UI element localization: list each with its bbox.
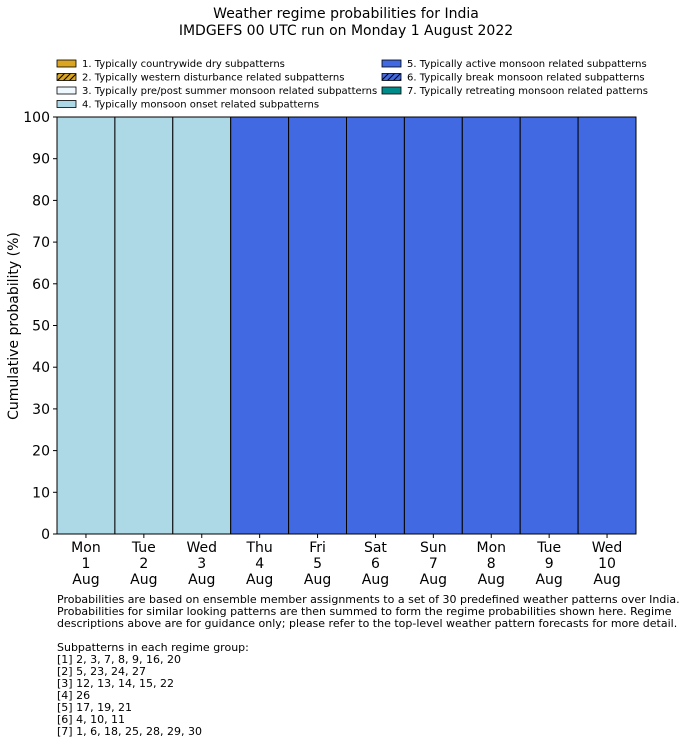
- x-tick-label-line: 9: [544, 556, 554, 572]
- x-tick-label-line: Aug: [130, 572, 158, 588]
- group-line: [3] 12, 13, 14, 15, 22: [57, 677, 175, 690]
- x-tick-label-line: 2: [139, 556, 149, 572]
- x-tick-label-line: Aug: [477, 572, 505, 588]
- x-tick-label: [476, 540, 506, 588]
- x-tick-label-line: 5: [313, 556, 323, 572]
- x-tick-label-line: Aug: [535, 572, 563, 588]
- x-tick-label-line: Sat: [363, 540, 387, 556]
- chart-title: Weather regime probabilities for India: [213, 6, 479, 22]
- legend: [57, 59, 648, 111]
- x-axis: [71, 534, 622, 588]
- x-tick-label: [245, 540, 273, 588]
- x-tick-label-line: Aug: [188, 572, 216, 588]
- x-tick-label: [592, 540, 623, 588]
- bar-segment: [462, 117, 520, 534]
- x-tick-label: [535, 540, 562, 588]
- legend-swatch-hatch: [57, 74, 76, 81]
- x-tick-label: [362, 540, 389, 588]
- y-tick-label: 10: [32, 485, 50, 502]
- legend-label: 4. Typically monsoon onset related subpatterns: [82, 99, 320, 111]
- legend-swatch: [57, 101, 76, 108]
- bar-segment: [404, 117, 462, 534]
- bars: [57, 117, 636, 534]
- y-tick-label: 50: [32, 318, 50, 335]
- group-line: [7] 1, 6, 18, 25, 28, 29, 30: [57, 725, 203, 738]
- footer-description-line: descriptions above are for guidance only; please refer to the top-level weather pattern forecasts for more detail.: [57, 617, 678, 630]
- y-tick-label: 40: [32, 360, 50, 377]
- legend-swatch: [57, 87, 76, 94]
- x-tick-label: [130, 540, 157, 588]
- y-tick-label: 70: [32, 235, 50, 252]
- x-tick-label-line: 8: [486, 556, 496, 572]
- x-tick-label-line: Fri: [309, 540, 326, 556]
- legend-label: 2. Typically western disturbance related subpatterns: [82, 72, 345, 84]
- x-tick-label-line: 4: [255, 556, 265, 572]
- legend-label: 6. Typically break monsoon related subpatterns: [407, 72, 645, 84]
- legend-swatch: [57, 60, 76, 67]
- x-tick-label-line: Thu: [246, 540, 273, 556]
- group-line: [6] 4, 10, 11: [57, 713, 126, 726]
- x-tick-label: [186, 540, 217, 588]
- x-tick-label-line: Sun: [420, 540, 447, 556]
- legend-swatch: [382, 60, 401, 67]
- bar-segment: [347, 117, 405, 534]
- x-tick-label: [304, 540, 331, 588]
- legend-label: 3. Typically pre/post summer monsoon related subpatterns: [82, 86, 378, 97]
- y-tick-label: 20: [32, 443, 50, 460]
- x-tick-label: [420, 540, 447, 588]
- group-line: [4] 26: [57, 689, 91, 702]
- y-axis-label: Cumulative probability (%): [6, 232, 22, 420]
- x-tick-label-line: Mon: [476, 540, 507, 556]
- group-line: [2] 5, 23, 24, 27: [57, 665, 147, 678]
- legend-label: 1. Typically countrywide dry subpatterns: [82, 59, 285, 70]
- footer-description-line: Probabilities are based on ensemble member assignments to a set of 30 predefined weather patterns over India.: [57, 593, 680, 606]
- y-tick-label: 90: [32, 151, 50, 168]
- bar-segment: [578, 117, 636, 534]
- x-tick-label-line: 3: [197, 556, 207, 572]
- x-tick-label-line: Wed: [591, 540, 623, 556]
- y-tick-label: 0: [41, 527, 50, 543]
- x-tick-label-line: Tue: [537, 540, 562, 556]
- x-tick-label-line: 10: [598, 556, 616, 572]
- y-tick-label: 100: [23, 110, 50, 126]
- bar-segment: [57, 117, 115, 534]
- bar-segment: [115, 117, 173, 534]
- y-tick-label: 80: [32, 193, 50, 210]
- legend-swatch: [382, 87, 401, 94]
- group-line: [5] 17, 19, 21: [57, 701, 133, 714]
- x-tick-label-line: Aug: [303, 572, 332, 588]
- bar-segment: [231, 117, 289, 534]
- x-tick-label-line: Aug: [593, 572, 621, 588]
- x-tick-label-line: Aug: [361, 572, 390, 588]
- x-tick-label-line: Mon: [71, 540, 101, 556]
- bar-segment: [520, 117, 578, 534]
- x-tick-label-line: 6: [370, 556, 380, 572]
- bar-segment: [173, 117, 231, 534]
- x-tick-label-line: Aug: [419, 572, 448, 588]
- x-tick-label-line: Tue: [131, 540, 156, 556]
- x-tick-label-line: 1: [81, 556, 91, 572]
- legend-swatch-hatch: [382, 74, 401, 81]
- footer-notes: [57, 594, 680, 738]
- chart-subtitle: IMDGEFS 00 UTC run on Monday 1 August 2022: [178, 23, 514, 39]
- y-axis: [23, 110, 57, 543]
- x-tick-label-line: 7: [428, 556, 438, 572]
- x-tick-label-line: Aug: [72, 572, 100, 588]
- bar-segment: [289, 117, 347, 534]
- legend-label: 5. Typically active monsoon related subpatterns: [407, 59, 647, 70]
- legend-label: 7. Typically retreating monsoon related patterns: [407, 86, 648, 97]
- x-tick-label-line: Wed: [186, 540, 218, 556]
- x-tick-label-line: Aug: [245, 572, 274, 588]
- groups-heading: Subpatterns in each regime group:: [57, 641, 249, 654]
- y-tick-label: 30: [32, 401, 50, 418]
- footer-description-line: Probabilities for similar looking patterns are then summed to form the regime probabilities shown here. Regime: [57, 605, 672, 618]
- group-line: [1] 2, 3, 7, 8, 9, 16, 20: [57, 653, 182, 666]
- x-tick-label: [71, 540, 101, 588]
- y-tick-label: 60: [32, 276, 50, 293]
